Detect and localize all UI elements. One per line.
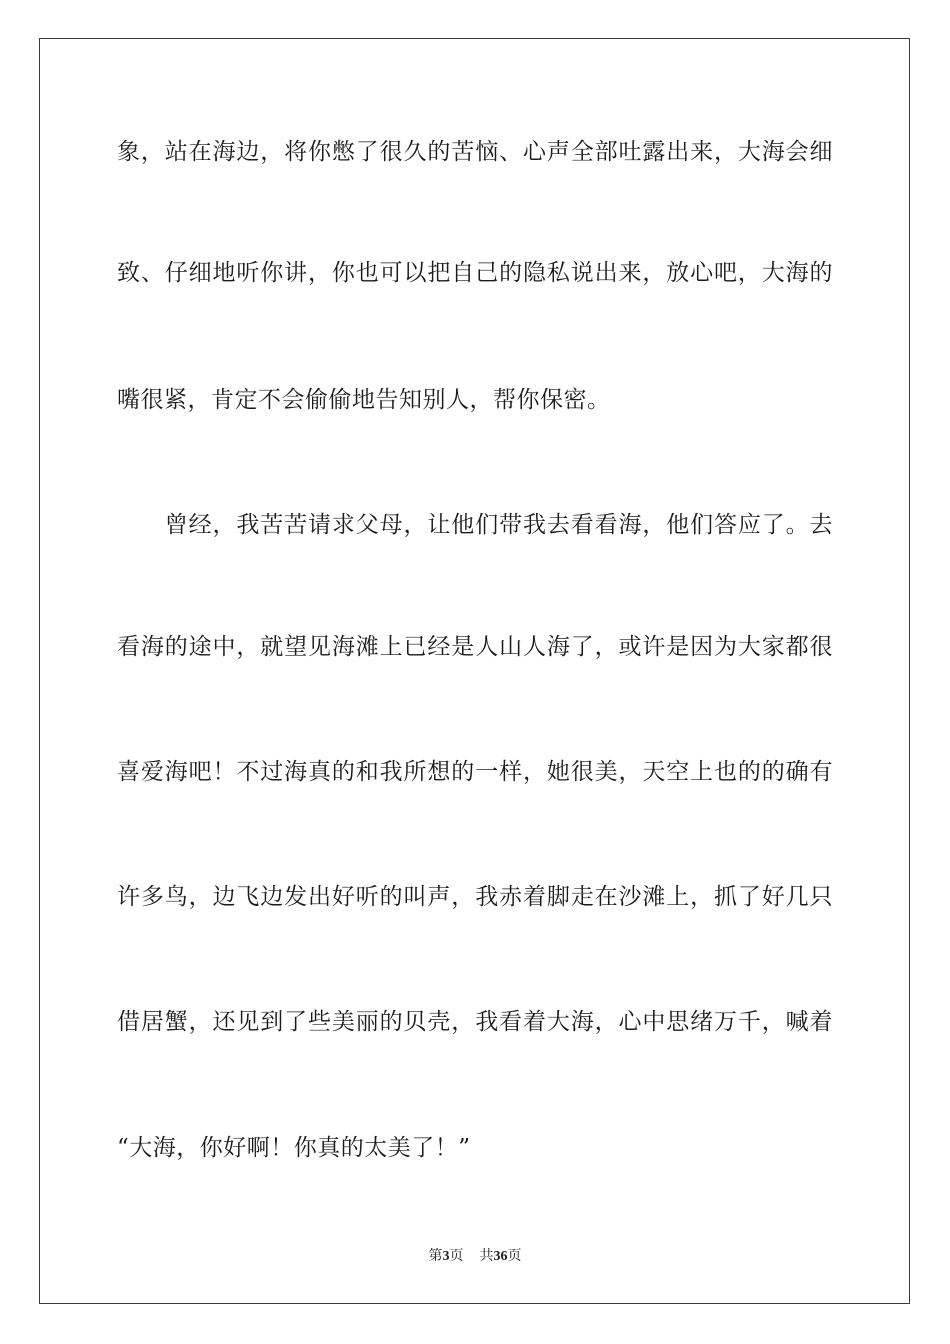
total-prefix: 共 <box>479 1248 494 1264</box>
total-pages: 36 <box>493 1249 508 1264</box>
paragraph-line-1: 象，站在海边，将你憋了很久的苦恼、心声全部吐露出来，大海会细 <box>117 139 833 165</box>
page-number: 3 <box>442 1249 450 1264</box>
page-footer <box>0 1247 950 1266</box>
paragraph-line-8: 借居蟹，还见到了些美丽的贝壳，我看着大海，心中思绪万千，喊着 <box>117 1009 833 1035</box>
paragraph-line-7: 许多鸟，边飞边发出好听的叫声，我赤着脚走在沙滩上，抓了好几只 <box>117 884 833 910</box>
page-border <box>39 38 910 1304</box>
paragraph-line-2: 致、仔细地听你讲，你也可以把自己的隐私说出来，放心吧，大海的 <box>117 260 833 286</box>
total-suffix: 页 <box>507 1248 522 1264</box>
paragraph-line-6: 喜爱海吧！不过海真的和我所想的一样，她很美，天空上也的的确有 <box>117 759 833 785</box>
page-prefix: 第 <box>428 1248 443 1264</box>
paragraph-line-9: “大海，你好啊！你真的太美了！” <box>117 1135 471 1161</box>
paragraph-line-3: 嘴很紧，肯定不会偷偷地告知别人，帮你保密。 <box>117 387 611 413</box>
paragraph-line-5: 看海的途中，就望见海滩上已经是人山人海了，或许是因为大家都很 <box>117 634 833 660</box>
page-suffix: 页 <box>449 1248 464 1264</box>
paragraph-line-4: 曾经，我苦苦请求父母，让他们带我去看看海，他们答应了。去 <box>117 512 833 538</box>
